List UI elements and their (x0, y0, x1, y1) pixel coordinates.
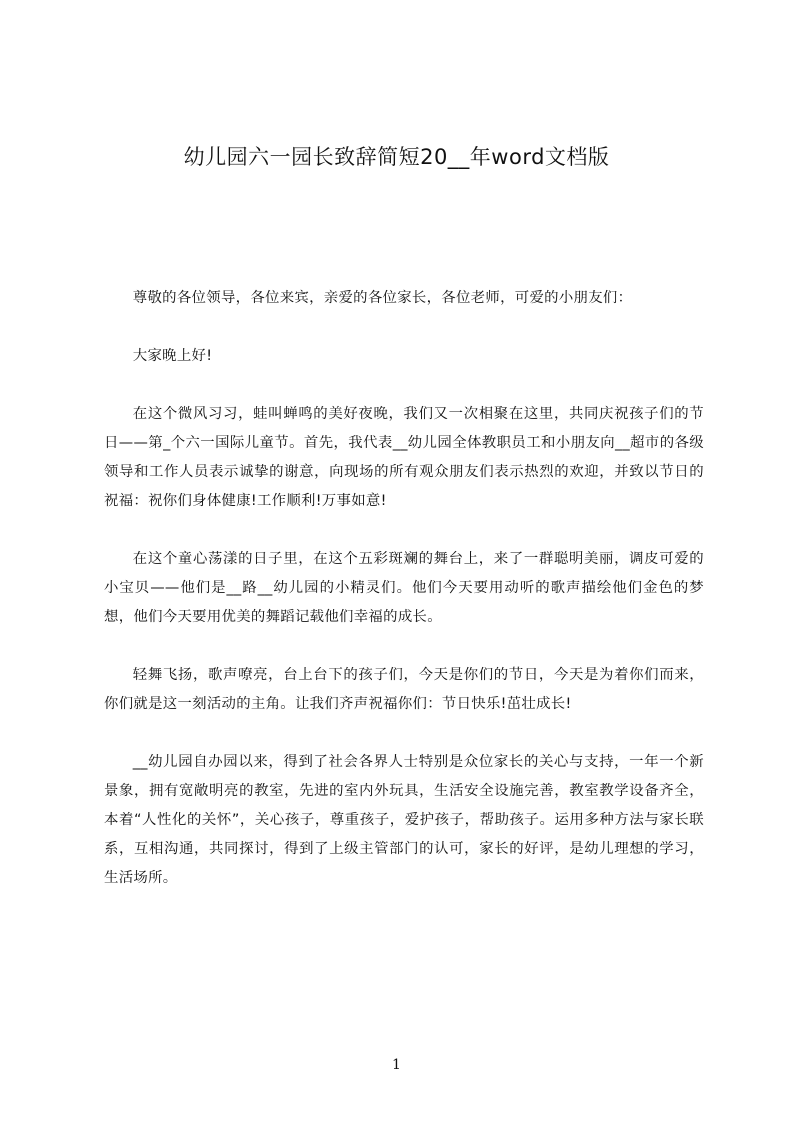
page-number: 1 (392, 1057, 401, 1073)
document-title: 幼儿园六一园长致辞简短20__年word文档版 (183, 145, 610, 169)
greeting-paragraph: 尊敬的各位领导，各位来宾，亲爱的各位家长，各位老师，可爱的小朋友们： (132, 290, 633, 306)
salutation-paragraph: 大家晚上好! (132, 348, 213, 364)
body-paragraph: 在这个微风习习，蛙叫蝉鸣的美好夜晚，我们又一次相聚在这里，共同庆祝孩子们的节日——第_个六一国际儿童节。首先，我代表__幼儿园全体教职员工和小朋友向__超市的各级领导和工作人员表示诚挚的谢意，向现场的所有观众朋友们表示热烈的欢迎，并致以节日的祝福：祝你们身体健康!工作顺利!万事如意! (104, 406, 704, 509)
body-paragraph: 轻舞飞扬，歌声嘹亮，台上台下的孩子们，今天是你们的节日，今天是为着你们而来，你们就是这一刻活动的主角。让我们齐声祝福你们：节日快乐!茁壮成长! (104, 667, 704, 712)
document-body (104, 284, 704, 922)
body-paragraph: __幼儿园自办园以来，得到了社会各界人士特别是众位家长的关心与支持，一年一个新景象，拥有宽敞明亮的教室，先进的室内外玩具，生活安全设施完善，教室教学设备齐全，本着“人性化的关怀”，关心孩子，尊重孩子，爱护孩子，帮助孩子。运用多种方法与家长联系，互相沟通，共同探讨，得到了上级主管部门的认可，家长的好评，是幼儿理想的学习，生活场所。 (104, 754, 704, 886)
body-paragraph: 在这个童心荡漾的日子里，在这个五彩斑斓的舞台上，来了一群聪明美丽，调皮可爱的小宝贝——他们是__路__幼儿园的小精灵们。他们今天要用动听的歌声描绘他们金色的梦想，他们今天要用优美的舞蹈记载他们幸福的成长。 (104, 551, 704, 625)
